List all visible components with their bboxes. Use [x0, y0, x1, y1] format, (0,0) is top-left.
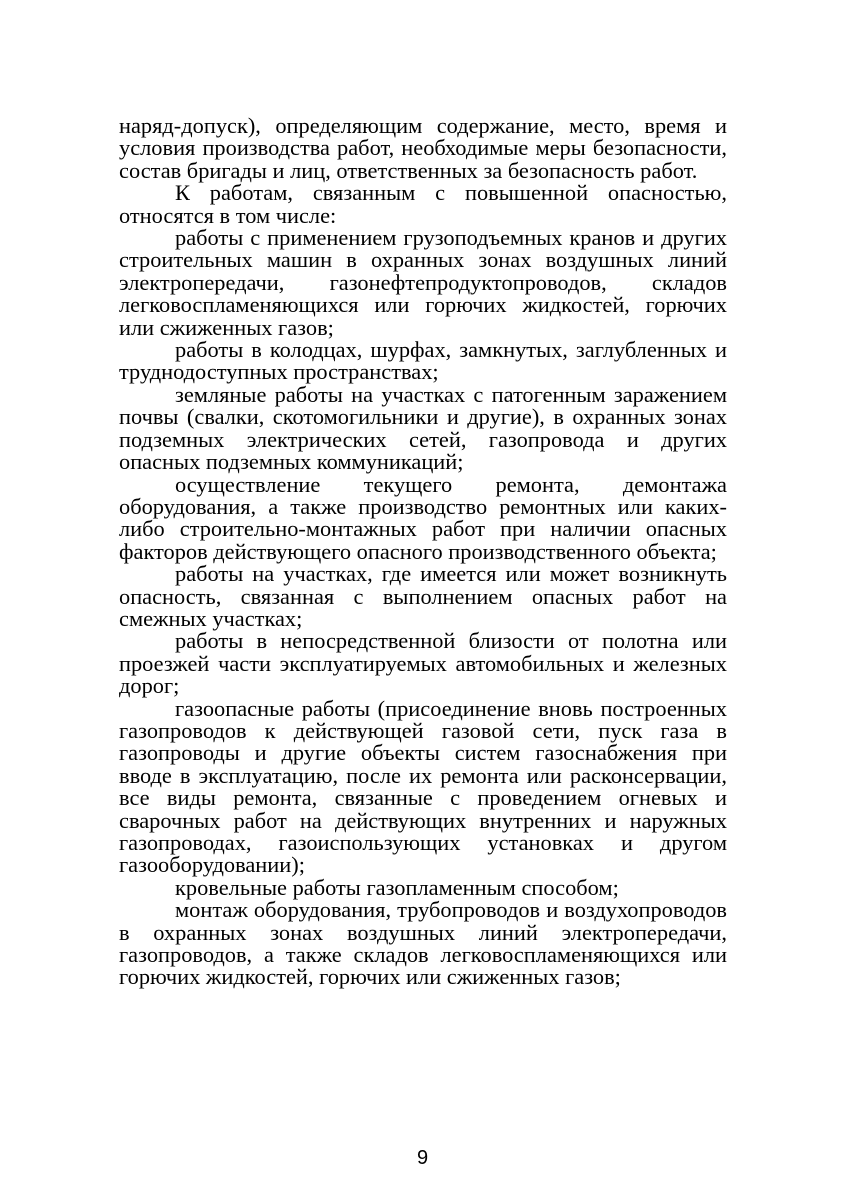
list-item-gas-hazardous: газоопасные работы (присоединение вновь построенных газопроводов к действующей газовой сети, пуск газа в газопроводы и другие объекты систем газоснабжения при вводе в эксплуатацию, после их ремонта или расконсервации, все виды ремонта, связанные с проведением огневых и сварочных работ на действующих внутренних и наружных газопроводах, газоиспользующих установках и другом газооборудовании);: [119, 695, 727, 878]
list-item-installation: монтаж оборудования, трубопроводов и воздухопроводов в охранных зонах воздушных линий электропередачи, газопроводов, а также складов легковоспламеняющихся или горючих жидкостей, горючих или сжиженных газов;: [119, 897, 727, 990]
page-number: 9: [416, 1147, 429, 1169]
paragraph-continuation: наряд-допуск), определяющим содержание, место, время и условия производства работ, необходимые меры безопасности, состав бригады и лиц, ответственных за безопасность работ.: [119, 113, 727, 183]
list-item-roofing: кровельные работы газопламенным способом;: [175, 874, 619, 900]
list-item-earthworks: земляные работы на участках с патогенным заражением почвы (свалки, скотомогильники и другие), в охранных зонах подземных электрических сетей, газопровода и других опасных подземных коммуникаций;: [119, 381, 727, 475]
paragraph-intro: К работам, связанным с повышенной опасностью, относятся в том числе:: [119, 180, 727, 228]
list-item-roads: работы в непосредственной близости от полотна или проезжей части эксплуатируемых автомобильных и железных дорог;: [119, 628, 727, 699]
list-item-adjacent-areas: работы на участках, где имеется или может возникнуть опасность, связанная с выполнением опасных работ на смежных участках;: [119, 561, 727, 631]
list-item-wells: работы в колодцах, шурфах, замкнутых, заглубленных и труднодоступных пространствах;: [119, 337, 727, 385]
page-body: [119, 115, 727, 989]
list-item-cranes: работы с применением грузоподъемных кранов и других строительных машин в охранных зонах воздушных линий электропередачи, газонефтепродуктопроводов, складов легковоспламеняющихся или горючих жидкостей, горючих или сжиженных газов;: [119, 225, 727, 340]
list-item-repair: осуществление текущего ремонта, демонтажа оборудования, а также производство ремонтных или каких-либо строительно-монтажных работ при наличии опасных факторов действующего опасного производственного объекта;: [119, 471, 727, 564]
